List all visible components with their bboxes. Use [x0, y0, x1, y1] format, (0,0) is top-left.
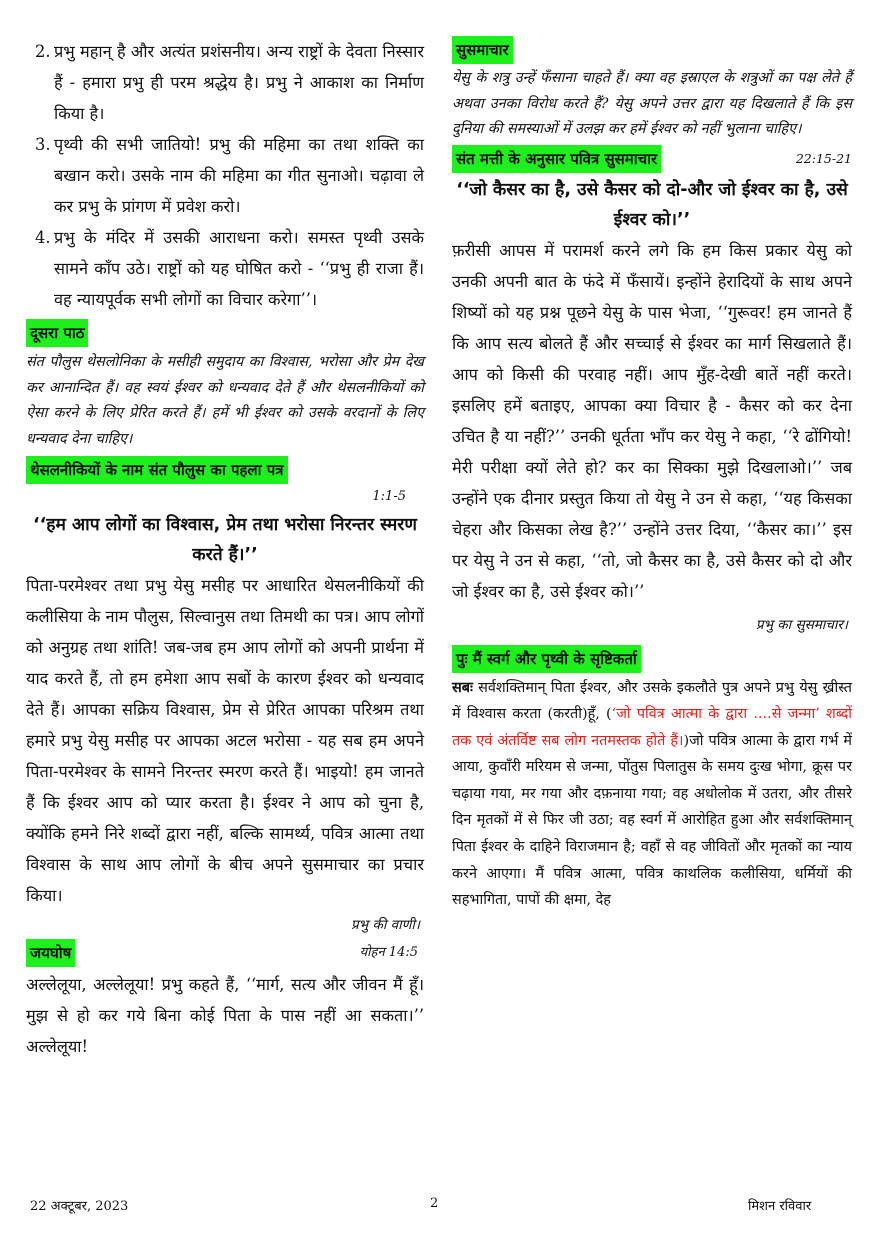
footer-date: 22 अक्टूबर, 2023 [30, 1199, 129, 1214]
gospel-heading: सुसमाचार [452, 36, 513, 64]
second-reading-section [26, 319, 424, 939]
second-reading-closing: प्रभु की वाणी। [351, 917, 420, 933]
right-column [452, 36, 852, 914]
second-reading-quote: ‘‘हम आप लोगों का विश्वास, प्रेम तथा भरोसा निरन्तर स्मरण करते हैं।’’ [33, 515, 417, 565]
gospel-body: फ़रीसी आपस में परामर्श करने लगे कि हम किस प्रकार येसु को उनकी अपनी बात के फंदे में फँसायें। इन्होंने हेरादियों के साथ अपने शिष्यों को यह प्रश्न पूछने येसु के पास भेजा, ‘‘गुरूवर! हम जानते हैं कि आप सत्य बोलते हैं और सच्चाई से ईश्वर का मार्ग सिखलाते हैं। आप को किसी की परवाह नहीं। आप मुँह-देखी बातें नहीं करते। इसलिए हमें बताइए, आपका क्या विचार है - कैसर को कर देना उचित है या नहीं?’’ उनकी धूर्तता भाँप कर येसु ने कहा, ‘‘रे ढोंगियो! मेरी परीक्षा क्यों लेते हो? कर का सिक्का मुझे दिखलाओ।’’ जब उन्होंने एक दीनार प्रस्तुत किया तो येसु ने उन से कहा, ‘‘यह किसका चेहरा और किसका लेख है?’’ उन्होंने उत्तर दिया, ‘‘कैसर का।’’ इस पर येसु ने उन से कहा, ‘‘तो, जो कैसर का है, उसे कैसर को दो और जो ईश्वर का है, उसे ईश्वर को।’’ [452, 240, 852, 601]
acclamation-reference: योहन 14:5 [359, 945, 418, 960]
psalm-verse-3 [26, 129, 424, 222]
left-column [26, 36, 424, 1062]
footer-page-number: 2 [430, 1196, 439, 1211]
gospel-quote: ‘‘जो कैसर का है, उसे कैसर को दो-और जो ईश्वर का है, उसे ईश्वर को।’’ [456, 179, 848, 230]
psalm-verse-text: प्रभु के मंदिर में उसकी आराधना करो। समस्त पृथ्वी उसके सामने काँप उठे। राष्ट्रों को यह घोषित करो - ‘‘प्रभु ही राजा हैं। वह न्यायपूर्वक सभी लोगों का विचार करेगा’’। [54, 228, 424, 309]
psalm-verse-4 [26, 222, 424, 315]
second-reading-intro: संत पौलुस थेसलोनिका के मसीही समुदाय का विश्वास, भरोसा और प्रेम देख कर आनान्दित हैं। वह स्वयं ईश्वर को धन्यवाद देते हैं और थेसलनीकियों को ऐसा करने के लिए प्रेरित करते हैं। हमें भी ईश्वर को उसके वरदानों के लिए धन्यवाद देना चाहिए। [26, 354, 424, 447]
psalm-verse-number: 4. [35, 228, 51, 247]
creed-speaker: सबः [452, 678, 473, 696]
gospel-section [452, 36, 852, 639]
acclamation-section [26, 939, 424, 1062]
second-reading-book-title: थेसलनीकियों के नाम संत पौलुस का पहला पत्र [26, 456, 288, 484]
gospel-book-title: संत मत्ती के अनुसार पवित्र सुसमाचार [452, 145, 661, 173]
second-reading-reference: 1:1-5 [372, 489, 406, 504]
creed-red-note: ‘जो पवित्र आत्मा के द्वारा ....से जन्मा’ शब्दों तक एवं अंतर्विष्ट सब लोग नतमस्तक होते हैं। [452, 706, 852, 749]
acclamation-text: अल्लेलूया, अल्लेलूया! प्रभु कहते हैं, ‘‘मार्ग, सत्य और जीवन मैं हूँ। मुझ से हो कर गये बिना कोई पिता के पास नहीं आ सकता।’’ अल्लेलूया! [26, 975, 424, 1056]
psalm-verse-text: पृथ्वी की सभी जातियो! प्रभु की महिमा का तथा शक्ति का बखान करो। उसके नाम की महिमा का गीत सुनाओ। चढ़ावा ले कर प्रभु के प्रांगण में प्रवेश करो। [54, 135, 424, 216]
psalm-list [26, 36, 424, 315]
creed-text-start: सर्वशक्तिमान् पिता ईश्वर, और उसके इकलौते पुत्र अपने प्रभु येसु ख्रीस्त में विश्वास करता (करती)हूँ, ( [452, 679, 852, 723]
psalm-verse-number: 3. [35, 135, 51, 154]
creed-text [452, 675, 852, 914]
second-reading-heading: दूसरा पाठ [26, 319, 88, 347]
acclamation-heading: जयघोष [26, 939, 75, 967]
footer-title: मिशन रविवार [748, 1199, 812, 1214]
gospel-intro: येसु के शत्रु उन्हें फँसाना चाहते हैं। क्या वह इस्राएल के शत्रुओं का पक्ष लेते हैं अथवा उनका विरोध करते हैं? येसु अपने उत्तर द्वारा यह दिखलाते हैं कि इस दुनिया की समस्याओं में उलझ कर हमें ईश्वर को नहीं भुलाना चाहिए। [452, 70, 852, 137]
gospel-closing: प्रभु का सुसमाचार। [755, 616, 848, 633]
creed-section [452, 645, 852, 914]
psalm-verse-number: 2. [35, 42, 51, 61]
creed-text-rest: )जो पवित्र आत्मा के द्वारा गर्भ में आया, कुवाँरी मरियम से जन्मा, पोंतुस पिलातुस के समय दुःख भोगा, क्रूस पर चढ़ाया गया, मर गया और दफ़नाया गया; वह अधोलोक में उतरा, और तीसरे दिन मृतकों में से फिर जी उठा; वह स्वर्ग में आरोहित हुआ और सर्वशक्तिमान् पिता ईश्वर के दाहिने विराजमान है; वहाँ से वह जीवितों और मृतकों का न्याय करने आएगा। मैं पवित्र आत्मा, पवित्र काथलिक कलीसिया, धर्मियों की सहभागिता, पापों की क्षमा, देह [452, 732, 852, 909]
gospel-reference: 22:15-21 [795, 150, 852, 166]
psalm-verse-2 [26, 36, 424, 129]
creed-heading: पुः मैं स्वर्ग और पृथ्वी के सृष्टिकर्ता [452, 645, 641, 673]
psalm-verse-text: प्रभु महान् है और अत्यंत प्रशंसनीय। अन्य राष्ट्रों के देवता निस्सार हैं - हमारा प्रभु ही परम श्रद्धेय है। प्रभु ने आकाश का निर्माण किया है। [54, 42, 424, 123]
second-reading-body: पिता-परमेश्वर तथा प्रभु येसु मसीह पर आधारित थेसलनीकियों की कलीसिया के नाम पौलुस, सिल्वानुस तथा तिमथी का पत्र। आप लोगों को अनुग्रह तथा शांति! जब-जब हम आप लोगों को अपनी प्रार्थना में याद करते हैं, तो हम हमेशा आप सबों के कारण ईश्वर को धन्यवाद देते हैं। आपका सक्रिय विश्वास, प्रेम से प्रेरित आपका परिश्रम तथा हमारे प्रभु येसु मसीह पर आपका अटल भरोसा - यह सब हम अपने पिता-परमेश्वर के सामने निरन्तर स्मरण करते हैं। भाइयो! हम जानते हैं कि ईश्वर आप को प्यार करता है। ईश्वर ने आप को चुना है, क्योंकि हमने निरे शब्दों द्वारा नहीं, बल्कि सामर्थ्य, पवित्र आत्मा तथा विश्वास के साथ आप लोगों के बीच अपने सुसमाचार का प्रचार किया। [26, 576, 424, 905]
